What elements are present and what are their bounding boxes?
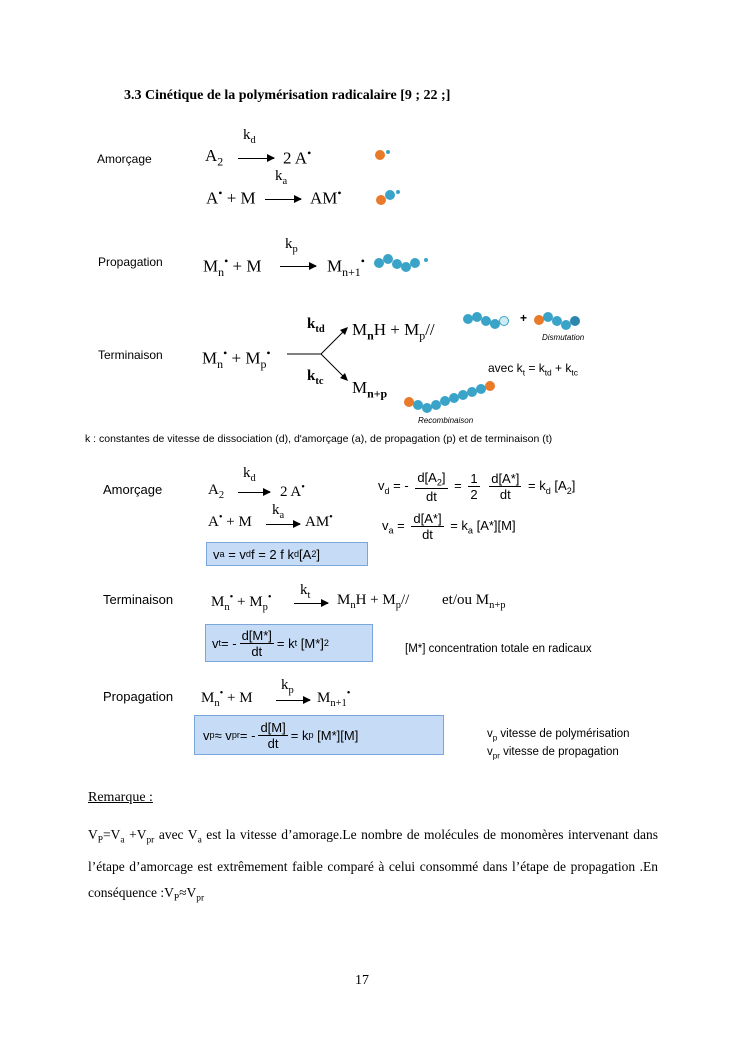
radical-dot [386, 150, 390, 154]
eq-am: AM• [310, 186, 342, 208]
va-box: v a = v d f = 2 f k d [A 2 ] [206, 542, 368, 566]
arrow-ka [265, 199, 301, 200]
chain-ball [410, 258, 420, 268]
eq-mn1: $M_{n+1}^•$ [327, 254, 365, 280]
scheme-terminaison-label: Terminaison [98, 348, 163, 362]
remark-text: $V_P=V_a +V_{pr}$ avec $V_a$ est la vitesse d’amorage.Le nombre de molécules de monomères intervenant dans l’étape d’amorcage est extrêmement faible comparé à celui consommé dans l’étape de propagation .En conséquence $:V_P\approx V_{pr}$ [88, 827, 658, 904]
kin-a-plus-m: A• + M [208, 512, 252, 530]
eq-2a: 2 A• [283, 146, 312, 168]
eq-a2: $A_2$ [205, 146, 224, 169]
plus-sign: + [520, 311, 528, 325]
kin-kp: $k_p$ [281, 677, 294, 696]
eq-mn-plus-p: $M_{n+p}$ [352, 378, 388, 401]
kin-2a: 2 A• [280, 482, 305, 500]
kin-am: AM• [305, 512, 333, 530]
ktc-label: $k_{tc}$ [307, 368, 324, 387]
scheme-propagation-label: Propagation [98, 255, 163, 269]
kin-arrow-kt [294, 603, 328, 604]
radical-dot [424, 258, 428, 262]
eq-mn-plus-m: $M_n^• + M$ [203, 254, 262, 280]
ball-a [485, 381, 495, 391]
eq-mn-plus-mp: $M_n^• + M_p^•$ [202, 346, 271, 372]
page-number: 17 [355, 973, 369, 988]
kin-arrow-kd [238, 492, 270, 493]
vd-equation: $v_d$ = - $\frac{d[A_2]}{dt}$ = $\frac{1}{2}$ $\frac{d[A*]}{dt}$ = $k_d$ $[A_2]$ [378, 470, 576, 504]
ka-label: $k_a$ [275, 168, 288, 187]
kin-kt: $k_t$ [300, 582, 311, 601]
avec-kt: avec $k_t = k_{td} + k_{tc}$ [488, 361, 578, 378]
ktd-label: $k_{td}$ [307, 316, 325, 335]
eq-mnh-mp: $M_nH + M_p//$ [352, 320, 435, 343]
kin-kd: $k_d$ [243, 465, 256, 484]
kin-mn-mp: $M_n^• + M_p^•$ [211, 592, 272, 613]
kin-a2: $A_2$ [208, 482, 225, 501]
arrow-kd [238, 158, 274, 159]
recombinaison-label: Recombinaison [418, 416, 474, 425]
dismutation-label: Dismutation [542, 333, 585, 342]
vt-box: v t = - $\frac{d[M*]}{dt}$ = k t [M*] 2 [205, 624, 373, 662]
va-equation: $v_a$ = $\frac{d[A*]}{dt}$ = $k_a$ [A*][M] [382, 511, 516, 542]
arrow-kp [280, 266, 316, 267]
kin-amorcage-label: Amorçage [103, 482, 163, 497]
m-concentration-note: [M*] concentration totale en radicaux [405, 643, 592, 655]
kin-mn-plus-m: $M_n^• + M$ [201, 688, 253, 709]
radical-dot [396, 190, 400, 194]
radical-ball [375, 150, 385, 160]
k-caption: k : constantes de vitesse de dissociation (d), d'amorçage (a), de propagation (p) et de terminaison (t) [85, 433, 553, 445]
kin-propagation-label: Propagation [103, 689, 174, 704]
kin-ka: $k_a$ [272, 502, 285, 521]
kin-terminaison-label: Terminaison [103, 592, 174, 607]
vp-legend: $v_p$ vitesse de polymérisation $v_{pr}$ vitesse de propagation [487, 728, 630, 761]
ball-m [385, 190, 395, 200]
kp-label: $k_p$ [285, 236, 298, 255]
vp-box: v p ≈ v pr = - $\frac{d[M]}{dt}$ = k p [M*][M] [194, 715, 444, 755]
kin-arrow-ka [266, 524, 300, 525]
kin-et-ou: et/ou $M_{n+p}$ [442, 592, 506, 611]
remark-title: Remarque : [88, 790, 153, 805]
chain-end-ball [499, 316, 509, 326]
chain-ball [570, 316, 580, 326]
kin-mn1: $M_{n+1}^•$ [317, 688, 351, 709]
kd-label: $k_d$ [243, 127, 256, 146]
section-title: 3.3 Cinétique de la polymérisation radicalaire [9 ; 22 ;] [124, 88, 451, 103]
eq-a-plus-m: A• + M [206, 186, 256, 208]
scheme-amorcage-label: Amorçage [97, 152, 152, 166]
kin-mnh-mp: $M_nH + M_p//$ [337, 592, 410, 611]
kin-arrow-kp [276, 700, 310, 701]
